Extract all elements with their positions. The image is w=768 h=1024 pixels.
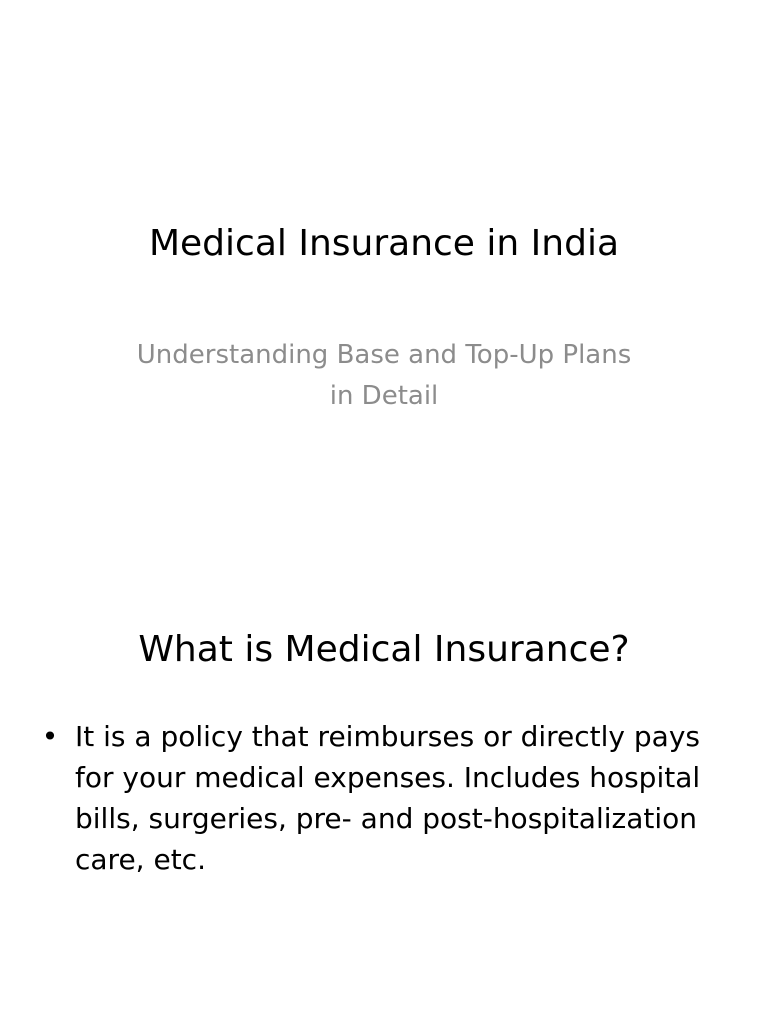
slide-title: Medical Insurance in India	[148, 223, 620, 264]
bullet-item	[40, 716, 720, 880]
slide-title: What is Medical Insurance?	[138, 629, 630, 670]
bullet-icon: •	[41, 720, 59, 753]
slide-subtitle: Understanding Base and Top-Up Plans in Detail	[136, 340, 632, 411]
content-slide	[0, 512, 768, 1024]
bullet-list	[40, 716, 720, 880]
bullet-text: It is a policy that reimburses or directly pays for your medical expenses. Includes hospital bills, surgeries, pre- and post-hospitalization care, etc.	[75, 720, 701, 876]
